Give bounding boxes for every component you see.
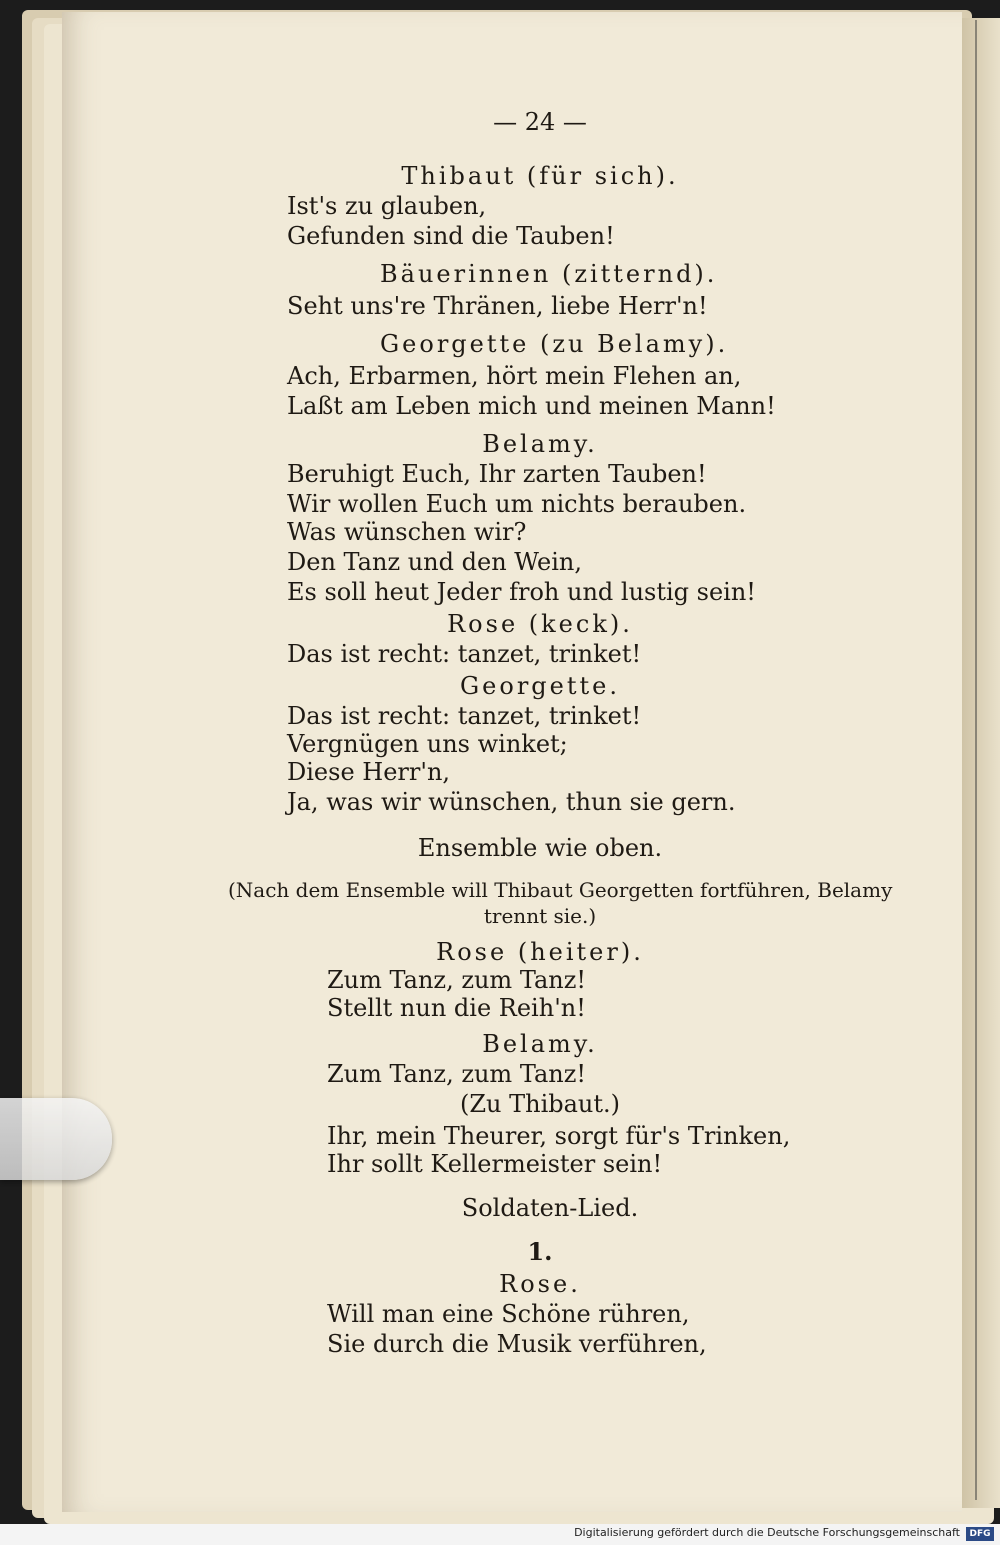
- speaker-label: Belamy.: [482, 1030, 598, 1058]
- verse-line: Vergnügen uns winket;: [287, 730, 568, 758]
- verse-line: Den Tanz und den Wein,: [287, 548, 582, 576]
- section-heading: Soldaten-Lied.: [461, 1194, 639, 1222]
- speaker-label: Rose.: [499, 1270, 581, 1298]
- stage-direction: (Nach dem Ensemble will Thibaut Georgetten fortführen, Belamy: [228, 878, 893, 902]
- verse-line: Das ist recht: tanzet, trinket!: [287, 640, 642, 668]
- page-number: — 24 —: [493, 108, 587, 136]
- verse-line: Ach, Erbarmen, hört mein Flehen an,: [287, 362, 742, 390]
- section-heading: Ensemble wie oben.: [417, 834, 663, 862]
- speaker-label: Georgette.: [460, 672, 620, 700]
- speaker-label: Rose (heiter).: [436, 938, 644, 966]
- verse-line: Wir wollen Euch um nichts berauben.: [287, 490, 747, 518]
- verse-line: Ja, was wir wünschen, thun sie gern.: [287, 788, 736, 816]
- footer-credit: Digitalisierung gefördert durch die Deutsche Forschungsgemeinschaft: [574, 1526, 960, 1539]
- dfg-logo: DFG: [966, 1527, 994, 1541]
- verse-line: Diese Herr'n,: [287, 758, 451, 786]
- verse-line: Ihr, mein Theurer, sorgt für's Trinken,: [327, 1122, 791, 1150]
- verse-line: Es soll heut Jeder froh und lustig sein!: [287, 578, 756, 606]
- verse-line: Laßt am Leben mich und meinen Mann!: [287, 392, 776, 420]
- digitization-footer: [0, 1524, 1000, 1545]
- verse-line: Was wünschen wir?: [287, 518, 527, 546]
- stage-direction: trennt sie.): [483, 904, 597, 928]
- stage-direction: (Zu Thibaut.): [459, 1090, 621, 1118]
- speaker-label: Thibaut (für sich).: [401, 162, 679, 190]
- stanza-number: 1.: [527, 1237, 553, 1266]
- speaker-label: Belamy.: [482, 430, 598, 458]
- verse-line: Zum Tanz, zum Tanz!: [327, 1060, 587, 1088]
- verse-line: Sie durch die Musik verführen,: [327, 1330, 707, 1358]
- verse-line: Beruhigt Euch, Ihr zarten Tauben!: [287, 460, 707, 488]
- verse-line: Ihr sollt Kellermeister sein!: [327, 1150, 663, 1178]
- verse-line: Stellt nun die Reih'n!: [327, 994, 586, 1022]
- verse-line: Zum Tanz, zum Tanz!: [327, 966, 587, 994]
- speaker-label: Georgette (zu Belamy).: [380, 330, 729, 358]
- verse-line: Seht uns're Thränen, liebe Herr'n!: [287, 292, 708, 320]
- verse-line: Das ist recht: tanzet, trinket!: [287, 702, 642, 730]
- verse-line: Will man eine Schöne rühren,: [327, 1300, 690, 1328]
- speaker-label: Bäuerinnen (zitternd).: [380, 260, 718, 288]
- speaker-label: Rose (keck).: [447, 610, 633, 638]
- verse-line: Ist's zu glauben,: [287, 192, 487, 220]
- scanner-clip: [0, 1098, 112, 1180]
- verse-line: Gefunden sind die Tauben!: [287, 222, 615, 250]
